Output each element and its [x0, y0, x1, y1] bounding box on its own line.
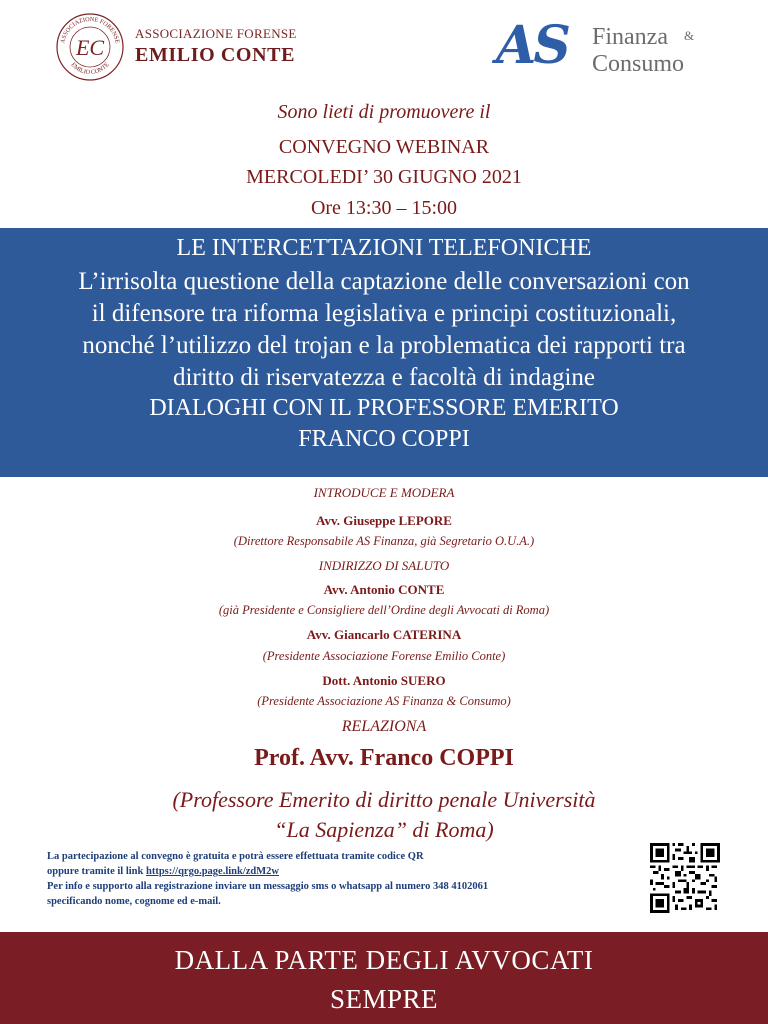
seal-emblem-icon	[55, 12, 125, 82]
event-time: Ore 13:30 – 15:00	[310, 197, 458, 219]
dialoghi-heading: DIALOGHI CON IL PROFESSORE EMERITO	[149, 395, 619, 421]
main-speaker-role: “La Sapienza” di Roma)	[274, 817, 494, 842]
partner-name-line1: Finanza	[592, 24, 668, 50]
introduce-label: INTRODUCE E MODERA	[313, 485, 455, 500]
registration-info	[47, 849, 627, 909]
footer-slogan-sub: SEMPRE	[329, 984, 439, 1014]
info-line: specificando nome, cognome ed e-mail.	[47, 896, 221, 907]
info-line	[47, 864, 627, 879]
title-line: diritto di riservatezza e facoltà di indagine	[172, 364, 596, 391]
footer-band	[0, 932, 768, 1024]
association-name: EMILIO CONTE	[135, 44, 296, 66]
association-logo	[55, 12, 305, 84]
info-link-prefix: oppure tramite il link	[47, 866, 146, 877]
speaker-name: Avv. Giancarlo CATERINA	[306, 627, 462, 642]
title-band	[0, 228, 768, 477]
moderator-role: (Direttore Responsabile AS Finanza, già Segretario O.U.A.)	[233, 534, 535, 548]
speaker-role: (Presidente Associazione AS Finanza & Consumo)	[257, 694, 511, 708]
seal-top-text: ASSOCIAZIONE FORENSE	[59, 15, 121, 45]
footer-slogan: DALLA PARTE DEGLI AVVOCATI	[174, 945, 594, 975]
info-line: La partecipazione al convegno è gratuita e potrà essere effettuata tramite codice QR	[47, 851, 424, 862]
saluto-label: INDIRIZZO DI SALUTO	[318, 558, 450, 573]
title-heading: LE INTERCETTAZIONI TELEFONICHE	[176, 235, 592, 261]
partner-ampersand: &	[684, 28, 695, 43]
main-speaker-name: Prof. Avv. Franco COPPI	[254, 745, 514, 771]
partner-name-line2: Consumo	[592, 51, 685, 77]
moderator-name: Avv. Giuseppe LEPORE	[316, 513, 452, 528]
title-line: il difensore tra riforma legislativa e principi costituzionali,	[91, 300, 677, 327]
qr-code-icon[interactable]	[650, 843, 720, 913]
speaker-role: (già Presidente e Consigliere dell’Ordine degli Avvocati di Roma)	[218, 603, 550, 617]
relaziona-label: RELAZIONA	[341, 718, 427, 735]
event-type: CONVEGNO WEBINAR	[278, 136, 490, 158]
as-logo-mark: AS	[496, 15, 568, 76]
event-date: MERCOLEDI’ 30 GIUGNO 2021	[246, 166, 522, 188]
title-line: L’irrisolta questione della captazione delle conversazioni con	[78, 268, 690, 295]
main-speaker-role: (Professore Emerito di diritto penale Università	[172, 787, 596, 812]
guest-name: FRANCO COPPI	[298, 426, 470, 452]
seal-initials: EC	[75, 35, 105, 60]
seal-bottom-text: EMILIO CONTE	[69, 61, 111, 77]
speaker-role: (Presidente Associazione Forense Emilio Conte)	[262, 649, 506, 663]
association-subtitle: ASSOCIAZIONE FORENSE	[135, 26, 297, 41]
speaker-name: Dott. Antonio SUERO	[322, 673, 446, 688]
info-line: Per info e supporto alla registrazione inviare un messaggio sms o whatsapp al numero 348 4102061	[47, 881, 489, 892]
title-line: nonché l’utilizzo del trojan e la problematica dei rapporti tra	[82, 332, 686, 359]
registration-link[interactable]: https://qrgo.page.link/zdM2w	[145, 866, 279, 877]
partner-logo	[496, 15, 726, 80]
promo-text: Sono lieti di promuovere il	[277, 101, 491, 123]
speaker-name: Avv. Antonio CONTE	[323, 582, 445, 597]
